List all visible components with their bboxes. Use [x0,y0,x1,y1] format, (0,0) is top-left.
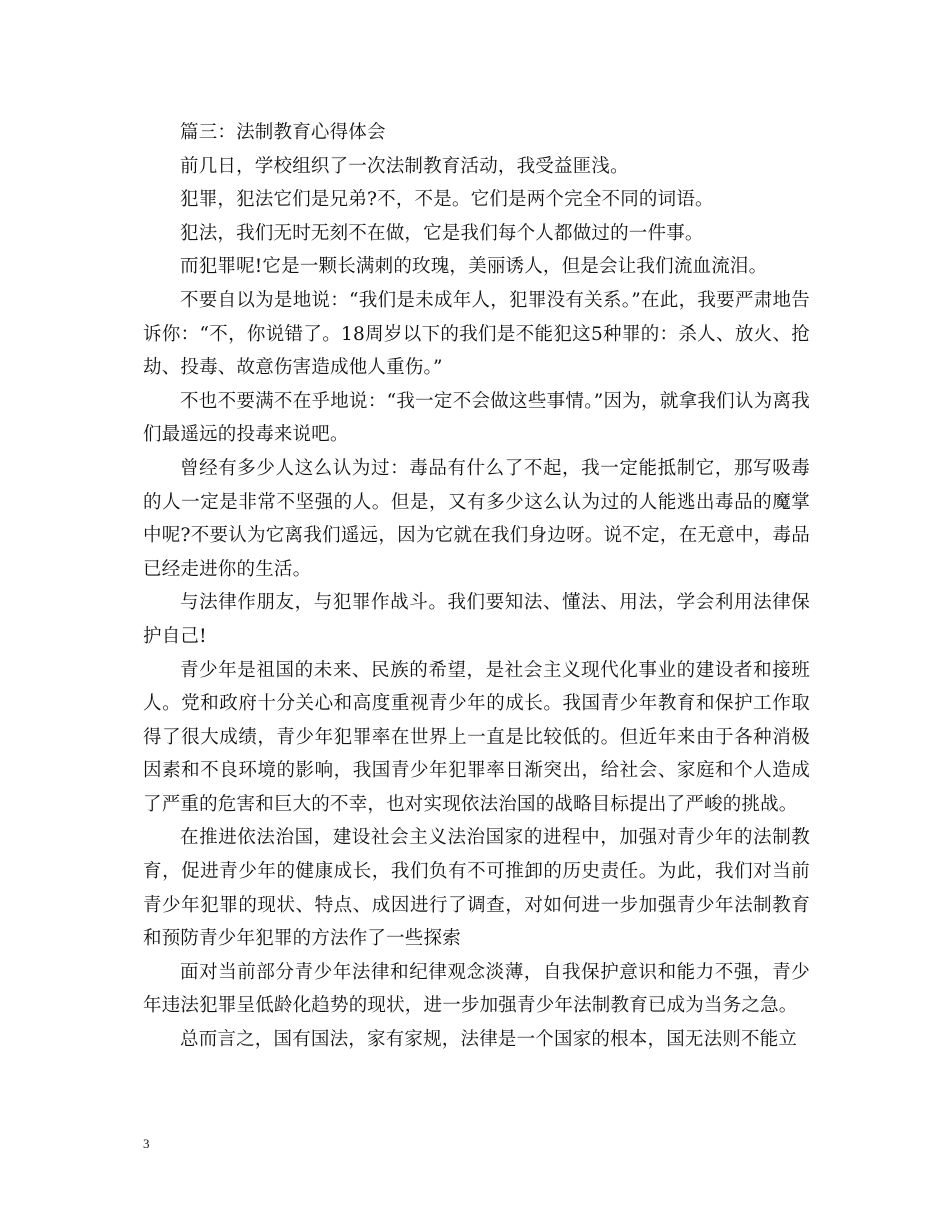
paragraph: 不要自以为是地说：“我们是未成年人，犯罪没有关系。”在此，我要严肃地告诉你：“不，你说错了。18周岁以下的我们是不能犯这5种罪的：杀人、放火、抢劫、投毒、故意伤害造成他人重伤。” [143,289,810,379]
paragraph: 不也不要满不在乎地说：“我一定不会做这些事情。”因为，就拿我们认为离我们最遥远的投毒来说吧。 [143,390,810,446]
document-body [143,116,810,1057]
paragraph: 犯罪，犯法它们是兄弟?不，不是。它们是两个完全不同的词语。 [180,189,714,211]
paragraph: 面对当前部分青少年法律和纪律观念淡薄，自我保护意识和能力不强，青少年违法犯罪呈低龄化趋势的现状，进一步加强青少年法制教育已成为当务之急。 [143,961,810,1017]
paragraph: 总而言之，国有国法，家有家规，法律是一个国家的根本，国无法则不能立 [180,1029,798,1051]
paragraph: 曾经有多少人这么认为过：毒品有什么了不起，我一定能抵制它，那写吸毒的人一定是非常不坚强的人。但是，又有多少这么认为过的人能逃出毒品的魔掌中呢?不要认为它离我们遥远，因为它就在我们身边呀。说不定，在无意中，毒品已经走进你的生活。 [143,457,810,580]
paragraph: 犯法，我们无时无刻不在做，它是我们每个人都做过的一件事。 [180,222,704,244]
paragraph: 与法律作朋友，与犯罪作战斗。我们要知法、懂法、用法，学会利用法律保护自己! [143,592,810,647]
paragraph: 前几日，学校组织了一次法制教育活动，我受益匪浅。 [180,155,629,177]
paragraph: 而犯罪呢!它是一颗长满刺的玫瑰，美丽诱人，但是会让我们流血流泪。 [180,256,768,278]
page-number: 3 [143,1136,150,1151]
paragraph: 青少年是祖国的未来、民族的希望，是社会主义现代化事业的建设者和接班人。党和政府十分关心和高度重视青少年的成长。我国青少年教育和保护工作取得了很大成绩，青少年犯罪率在世界上一直是比较低的。但近年来由于各种消极因素和不良环境的影响，我国青少年犯罪率日渐突出，给社会、家庭和个人造成了严重的危害和巨大的不幸，也对实现依法治国的战略目标提出了严峻的挑战。 [143,659,810,815]
paragraph: 在推进依法治国，建设社会主义法治国家的进程中，加强对青少年的法制教育，促进青少年的健康成长，我们负有不可推卸的历史责任。为此，我们对当前青少年犯罪的现状、特点、成因进行了调查，对如何进一步加强青少年法制教育和预防青少年犯罪的方法作了一些探索 [143,827,810,950]
section-heading: 篇三：法制教育心得体会 [180,122,386,143]
